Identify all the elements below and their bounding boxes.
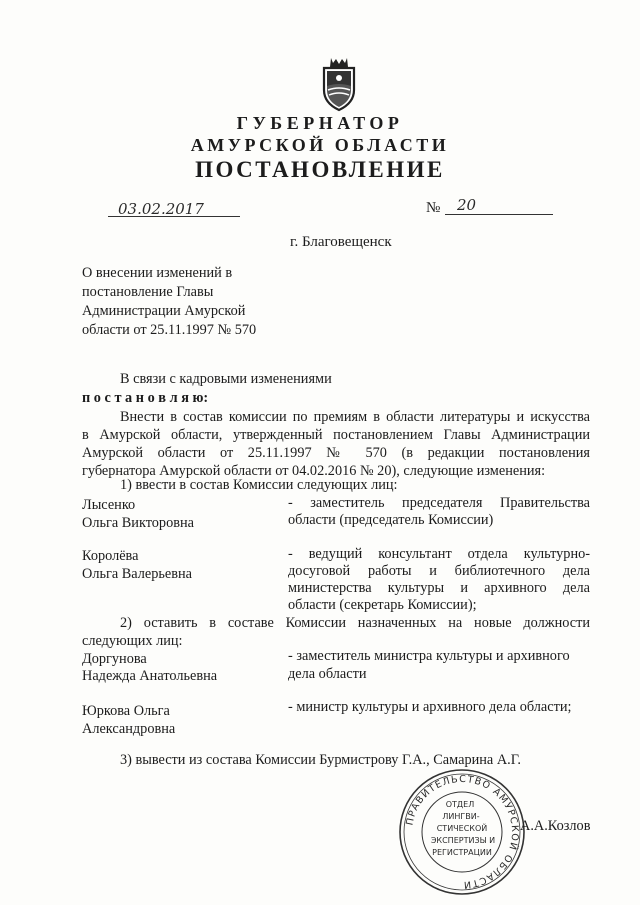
person-surname: Королёва bbox=[82, 548, 139, 564]
item1-text: 1) ввести в состав Комиссии следующих лиц: bbox=[120, 477, 398, 493]
subject-line: О внесении изменений в bbox=[82, 265, 233, 281]
person-given-name: Надежда Анатольевна bbox=[82, 668, 218, 684]
number-label: № bbox=[426, 200, 441, 216]
date-underline bbox=[108, 216, 240, 217]
document-date: 03.02.2017 bbox=[118, 200, 204, 218]
number-underline bbox=[445, 214, 553, 215]
person-given-name: Ольга Викторовна bbox=[82, 515, 194, 531]
header-title-line2: АМУРСКОЙ ОБЛАСТИ bbox=[190, 135, 450, 155]
person-role-line: - министр культуры и архивного дела области; bbox=[288, 699, 572, 715]
intro-text: В связи с кадровыми изменениями bbox=[120, 371, 332, 387]
seal-center-line: ОТДЕЛ bbox=[445, 800, 475, 809]
item2-text: 2) оставить в составе Комиссии назначенных на новые должности bbox=[120, 615, 590, 631]
signatory-name: А.А.Козлов bbox=[520, 818, 591, 834]
paragraph-line: губернатора Амурской области от 04.02.2016 № 20), следующие изменения: bbox=[82, 463, 546, 479]
paragraph-line: Амурской области от 25.11.1997 № 570 (в редакции постановления bbox=[82, 445, 590, 461]
seal-ring-text: ПРАВИТЕЛЬСТВО АМУРСКОЙ ОБЛАСТИ bbox=[404, 773, 521, 891]
document-number: 20 bbox=[457, 196, 477, 214]
person-role-line: министерства культуры и архивного дела bbox=[288, 580, 590, 596]
paragraph-line: Внести в состав комиссии по премиям в области литературы и искусства bbox=[120, 409, 590, 425]
person-surname: Юркова Ольга bbox=[82, 703, 170, 719]
person-role-line: досуговой работы и библиотечного дела bbox=[288, 563, 590, 579]
person-surname: Доргунова bbox=[82, 651, 147, 667]
person-role-line: области (секретарь Комиссии); bbox=[288, 597, 477, 613]
person-role-line: - заместитель министра культуры и архивного bbox=[288, 648, 570, 664]
seal-center-line: СТИЧЕСКОЙ bbox=[436, 824, 488, 833]
item2-text-cont: следующих лиц: bbox=[82, 633, 183, 649]
item3-text: 3) вывести из состава Комиссии Бурмистрову Г.А., Самарина А.Г. bbox=[120, 752, 521, 768]
seal-center-line: ЛИНГВИ- bbox=[442, 812, 480, 821]
resolve-word: п о с т а н о в л я ю: bbox=[82, 390, 209, 406]
person-role-line: - ведущий консультант отдела культурно- bbox=[288, 546, 590, 562]
person-role-line: области (председатель Комиссии) bbox=[288, 512, 494, 528]
person-surname: Лысенко bbox=[82, 497, 136, 513]
person-role-line: - заместитель председателя Правительства bbox=[288, 495, 590, 511]
person-role-line: дела области bbox=[288, 666, 367, 682]
coat-of-arms-icon bbox=[318, 56, 360, 112]
seal-center-line: ЭКСПЕРТИЗЫ И bbox=[430, 836, 496, 845]
person-given-name: Александровна bbox=[82, 721, 176, 737]
person-given-name: Ольга Валерьевна bbox=[82, 566, 193, 582]
seal-center-line: РЕГИСТРАЦИИ bbox=[432, 848, 492, 857]
official-seal-icon bbox=[397, 767, 527, 897]
subject-line: Администрации Амурской bbox=[82, 303, 246, 319]
document-type-title: ПОСТАНОВЛЕНИЕ bbox=[195, 157, 445, 182]
city-name: г. Благовещенск bbox=[290, 234, 392, 250]
header-title-line1: ГУБЕРНАТОР bbox=[236, 113, 404, 133]
subject-line: области от 25.11.1997 № 570 bbox=[82, 322, 257, 338]
subject-line: постановление Главы bbox=[82, 284, 214, 300]
paragraph-line: в Амурской области, утвержденный постановлением Главы Администрации bbox=[82, 427, 590, 443]
